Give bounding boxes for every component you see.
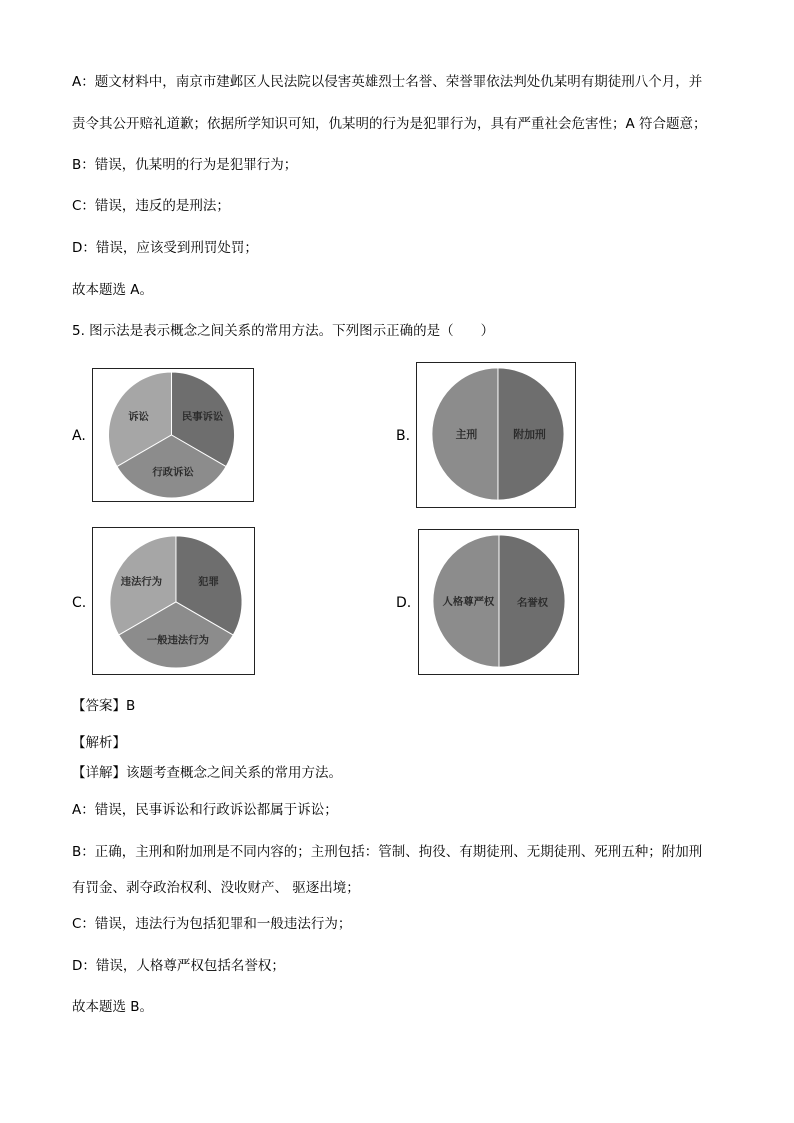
option-d-text-left: 人格尊严权 <box>442 595 495 608</box>
analysis-tag: 【解析】 <box>72 735 126 751</box>
detail-tag: 【详解】 <box>72 765 126 781</box>
option-c-text-top-left: 违法行为 <box>120 576 163 589</box>
option-a-text-top-right: 民事诉讼 <box>181 411 224 424</box>
option-d-text-right: 名誉权 <box>517 596 549 609</box>
option-a-label: A. <box>72 428 86 444</box>
option-b-pie <box>417 363 575 507</box>
analysis-conclusion: 故本题选 B。 <box>72 999 154 1015</box>
detail-text: 该题考查概念之间关系的常用方法。 <box>126 765 342 781</box>
option-d-diagram <box>418 529 579 675</box>
option-c-text-top-right: 犯罪 <box>198 576 219 589</box>
analysis-c: C：错误，违法行为包括犯罪和一般违法行为； <box>72 916 352 932</box>
option-c-text-bottom: 一般违法行为 <box>146 634 209 647</box>
option-b-label: B. <box>396 428 411 444</box>
option-b-text-right: 附加刑 <box>513 427 546 441</box>
option-a-pie <box>93 369 253 501</box>
option-d-label: D. <box>396 595 412 611</box>
prev-analysis-d: D：错误，应该受到刑罚处罚； <box>72 240 258 256</box>
option-b-diagram <box>416 362 576 508</box>
option-b-text-left: 主刑 <box>455 427 478 441</box>
option-c-diagram <box>92 527 255 675</box>
prev-analysis-b: B：错误，仇某明的行为是犯罪行为； <box>72 157 298 173</box>
option-d-pie <box>419 530 578 674</box>
analysis-d: D：错误，人格尊严权包括名誉权； <box>72 958 285 974</box>
question-5-text: 5. 图示法是表示概念之间关系的常用方法。下列图示正确的是（ ） <box>72 323 495 339</box>
detail-line <box>72 764 342 782</box>
prev-analysis-c: C：错误，违反的是刑法； <box>72 198 230 214</box>
option-c-pie <box>93 528 254 674</box>
analysis-b-line1: B：正确，主刑和附加刑是不同内容的；主刑包括：管制、拘役、有期徒刑、无期徒刑、死刑五种；附加刑 <box>72 844 703 860</box>
prev-analysis-a-line1: A：题文材料中，南京市建邺区人民法院以侵害英雄烈士名誉、荣誉罪依法判处仇某明有期徒刑八个月，并 <box>72 74 703 90</box>
analysis-b-line2: 有罚金、剥夺政治权利、没收财产、 驱逐出境； <box>72 880 360 896</box>
option-c-label: C. <box>72 595 87 611</box>
analysis-a: A：错误，民事诉讼和行政诉讼都属于诉讼； <box>72 802 338 818</box>
option-a-text-bottom: 行政诉讼 <box>152 466 194 479</box>
answer-tag: 【答案】 <box>72 698 126 714</box>
answer-line <box>72 697 135 715</box>
option-a-text-top-left: 诉讼 <box>128 411 149 424</box>
option-a-diagram <box>92 368 254 502</box>
prev-analysis-conclusion: 故本题选 A。 <box>72 282 154 298</box>
prev-analysis-a-line2: 责令其公开赔礼道歉；依据所学知识可知，仇某明的行为是犯罪行为，具有严重社会危害性；A 符合题意； <box>72 116 707 132</box>
answer-value: B <box>126 698 136 714</box>
